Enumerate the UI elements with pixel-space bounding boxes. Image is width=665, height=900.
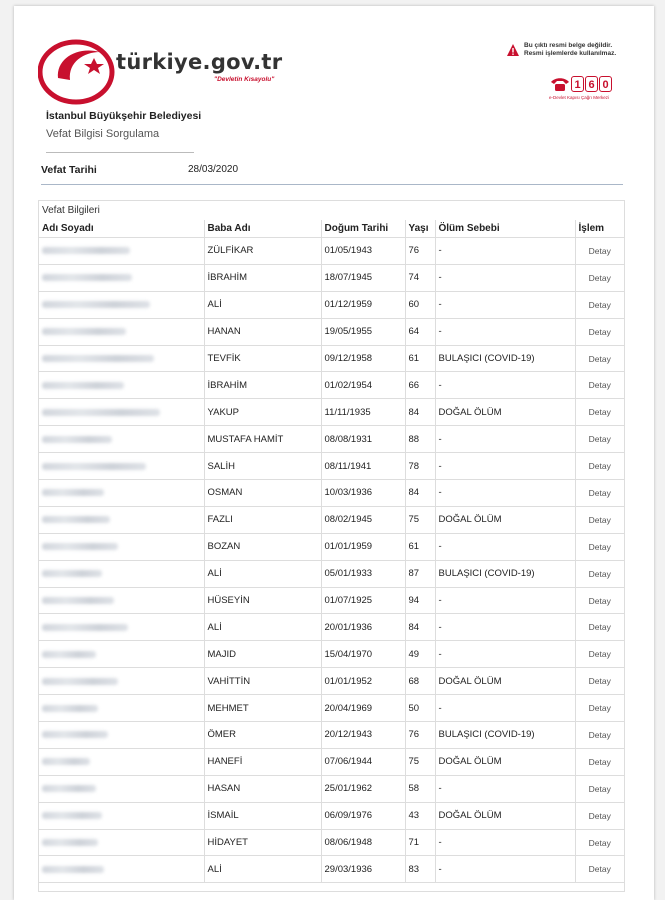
redacted-name-cell: [39, 264, 204, 291]
father-name-cell: FAZLI: [204, 506, 321, 533]
death-cause-cell: BULAŞICI (COVID-19): [435, 722, 575, 749]
detail-link[interactable]: Detay: [575, 372, 624, 399]
birth-date-cell: 08/02/1945: [321, 506, 405, 533]
death-records-section: [38, 200, 625, 892]
redacted-name: [42, 382, 124, 389]
redacted-name: [42, 812, 102, 819]
age-cell: 61: [405, 345, 435, 372]
redacted-name: [42, 409, 160, 416]
father-name-cell: HASAN: [204, 775, 321, 802]
redacted-name-cell: [39, 372, 204, 399]
death-cause-cell: -: [435, 587, 575, 614]
birth-date-cell: 01/01/1952: [321, 668, 405, 695]
age-cell: 74: [405, 264, 435, 291]
age-cell: 64: [405, 318, 435, 345]
age-cell: 61: [405, 533, 435, 560]
crescent-star-icon: [38, 36, 118, 108]
age-cell: 75: [405, 506, 435, 533]
death-cause-cell: -: [435, 829, 575, 856]
redacted-name: [42, 678, 118, 685]
table-row: [39, 802, 624, 829]
age-cell: 87: [405, 560, 435, 587]
official-notice: [506, 41, 646, 63]
father-name-cell: ALİ: [204, 560, 321, 587]
father-name-cell: SALİH: [204, 453, 321, 480]
table-row: [39, 829, 624, 856]
helpline-number: [571, 76, 612, 92]
redacted-name-cell: [39, 480, 204, 507]
death-cause-cell: -: [435, 480, 575, 507]
age-cell: 58: [405, 775, 435, 802]
redacted-name-cell: [39, 318, 204, 345]
birth-date-cell: 05/01/1933: [321, 560, 405, 587]
table-row: [39, 399, 624, 426]
father-name-cell: İBRAHİM: [204, 372, 321, 399]
redacted-name: [42, 436, 112, 443]
age-cell: 76: [405, 238, 435, 265]
redacted-name-cell: [39, 829, 204, 856]
birth-date-cell: 25/01/1962: [321, 775, 405, 802]
document-page: [14, 6, 654, 900]
father-name-cell: İBRAHİM: [204, 264, 321, 291]
age-cell: 84: [405, 480, 435, 507]
age-cell: 43: [405, 802, 435, 829]
detail-link[interactable]: Detay: [575, 426, 624, 453]
redacted-name: [42, 758, 90, 765]
detail-link[interactable]: Detay: [575, 668, 624, 695]
death-cause-cell: BULAŞICI (COVID-19): [435, 560, 575, 587]
redacted-name: [42, 301, 150, 308]
detail-link[interactable]: Detay: [575, 345, 624, 372]
redacted-name-cell: [39, 506, 204, 533]
father-name-cell: HİDAYET: [204, 829, 321, 856]
father-name-cell: MEHMET: [204, 695, 321, 722]
detail-link[interactable]: Detay: [575, 264, 624, 291]
detail-link[interactable]: Detay: [575, 775, 624, 802]
helpline-digit: 0: [599, 76, 612, 92]
table-header-row: [39, 220, 624, 238]
redacted-name: [42, 355, 154, 362]
table-row: [39, 614, 624, 641]
father-name-cell: YAKUP: [204, 399, 321, 426]
redacted-name-cell: [39, 748, 204, 775]
father-name-cell: ALİ: [204, 856, 321, 883]
birth-date-cell: 20/12/1943: [321, 722, 405, 749]
detail-link[interactable]: Detay: [575, 506, 624, 533]
redacted-name: [42, 705, 98, 712]
divider: [41, 184, 623, 185]
redacted-name: [42, 489, 104, 496]
age-cell: 71: [405, 829, 435, 856]
notice-line-2: Resmi işlemlerde kullanılmaz.: [524, 50, 617, 57]
table-row: [39, 291, 624, 318]
redacted-name-cell: [39, 856, 204, 883]
father-name-cell: ALİ: [204, 291, 321, 318]
father-name-cell: VAHİTTİN: [204, 668, 321, 695]
detail-link[interactable]: Detay: [575, 291, 624, 318]
redacted-name: [42, 274, 132, 281]
death-cause-cell: -: [435, 453, 575, 480]
detail-link[interactable]: Detay: [575, 587, 624, 614]
table-row: [39, 372, 624, 399]
birth-date-cell: 20/01/1936: [321, 614, 405, 641]
death-cause-cell: DOĞAL ÖLÜM: [435, 668, 575, 695]
birth-date-cell: 01/07/1925: [321, 587, 405, 614]
father-name-cell: HÜSEYİN: [204, 587, 321, 614]
logo-tagline: "Devletin Kısayolu": [214, 76, 275, 83]
table-row: [39, 560, 624, 587]
logo-text: türkiye.gov.tr: [116, 50, 283, 74]
table-row: [39, 668, 624, 695]
age-cell: 88: [405, 426, 435, 453]
detail-link[interactable]: Detay: [575, 453, 624, 480]
death-cause-cell: -: [435, 614, 575, 641]
table-row: [39, 533, 624, 560]
page-subtitle: Vefat Bilgisi Sorgulama: [46, 128, 160, 140]
redacted-name: [42, 624, 128, 631]
section-title: Vefat Bilgileri: [42, 205, 100, 216]
father-name-cell: ALİ: [204, 614, 321, 641]
father-name-cell: ZÜLFİKAR: [204, 238, 321, 265]
death-cause-cell: -: [435, 238, 575, 265]
death-cause-cell: -: [435, 264, 575, 291]
age-cell: 50: [405, 695, 435, 722]
table-row: [39, 748, 624, 775]
birth-date-cell: 08/06/1948: [321, 829, 405, 856]
father-name-cell: OSMAN: [204, 480, 321, 507]
age-cell: 83: [405, 856, 435, 883]
death-cause-cell: DOĞAL ÖLÜM: [435, 506, 575, 533]
detail-link[interactable]: Detay: [575, 480, 624, 507]
age-cell: 66: [405, 372, 435, 399]
father-name-cell: BOZAN: [204, 533, 321, 560]
column-header-action: İşlem: [575, 220, 624, 238]
death-cause-cell: BULAŞICI (COVID-19): [435, 345, 575, 372]
age-cell: 94: [405, 587, 435, 614]
redacted-name: [42, 866, 104, 873]
column-header-age: Yaşı: [405, 220, 435, 238]
redacted-name-cell: [39, 533, 204, 560]
father-name-cell: MAJID: [204, 641, 321, 668]
table-row: [39, 426, 624, 453]
helpline-badge: [549, 76, 619, 106]
table-row: [39, 453, 624, 480]
age-cell: 78: [405, 453, 435, 480]
redacted-name-cell: [39, 345, 204, 372]
warning-icon: [506, 43, 520, 57]
divider: [46, 152, 194, 153]
helpline-caption: e-Devlet Kapısı Çağrı Merkezi: [549, 95, 610, 100]
birth-date-cell: 10/03/1936: [321, 480, 405, 507]
birth-date-cell: 18/07/1945: [321, 264, 405, 291]
death-cause-cell: -: [435, 856, 575, 883]
redacted-name-cell: [39, 426, 204, 453]
redacted-name-cell: [39, 614, 204, 641]
detail-link[interactable]: Detay: [575, 641, 624, 668]
birth-date-cell: 08/08/1931: [321, 426, 405, 453]
helpline-digit: 6: [585, 76, 598, 92]
death-cause-cell: -: [435, 695, 575, 722]
table-row: [39, 238, 624, 265]
father-name-cell: MUSTAFA HAMİT: [204, 426, 321, 453]
death-cause-cell: -: [435, 291, 575, 318]
organization-name: İstanbul Büyükşehir Belediyesi: [46, 110, 202, 122]
redacted-name: [42, 516, 110, 523]
redacted-name-cell: [39, 399, 204, 426]
detail-link[interactable]: Detay: [575, 533, 624, 560]
birth-date-cell: 09/12/1958: [321, 345, 405, 372]
death-cause-cell: DOĞAL ÖLÜM: [435, 748, 575, 775]
redacted-name-cell: [39, 641, 204, 668]
detail-link[interactable]: Detay: [575, 399, 624, 426]
death-cause-cell: DOĞAL ÖLÜM: [435, 802, 575, 829]
detail-link[interactable]: Detay: [575, 829, 624, 856]
birth-date-cell: 01/12/1959: [321, 291, 405, 318]
birth-date-cell: 07/06/1944: [321, 748, 405, 775]
redacted-name-cell: [39, 668, 204, 695]
age-cell: 76: [405, 722, 435, 749]
redacted-name-cell: [39, 587, 204, 614]
detail-link[interactable]: Detay: [575, 238, 624, 265]
redacted-name: [42, 651, 96, 658]
table-row: [39, 345, 624, 372]
redacted-name-cell: [39, 722, 204, 749]
redacted-name-cell: [39, 802, 204, 829]
birth-date-cell: 29/03/1936: [321, 856, 405, 883]
birth-date-cell: 01/05/1943: [321, 238, 405, 265]
birth-date-cell: 20/04/1969: [321, 695, 405, 722]
table-row: [39, 480, 624, 507]
table-row: [39, 722, 624, 749]
father-name-cell: TEVFİK: [204, 345, 321, 372]
redacted-name-cell: [39, 560, 204, 587]
redacted-name: [42, 785, 96, 792]
detail-link[interactable]: Detay: [575, 856, 624, 883]
table-row: [39, 506, 624, 533]
age-cell: 75: [405, 748, 435, 775]
birth-date-cell: 01/02/1954: [321, 372, 405, 399]
detail-link[interactable]: Detay: [575, 748, 624, 775]
detail-link[interactable]: Detay: [575, 695, 624, 722]
table-row: [39, 641, 624, 668]
redacted-name-cell: [39, 775, 204, 802]
redacted-name: [42, 731, 108, 738]
redacted-name-cell: [39, 695, 204, 722]
death-cause-cell: -: [435, 775, 575, 802]
death-cause-cell: -: [435, 372, 575, 399]
redacted-name: [42, 247, 130, 254]
detail-link[interactable]: Detay: [575, 722, 624, 749]
redacted-name: [42, 839, 98, 846]
table-row: [39, 856, 624, 883]
birth-date-cell: 06/09/1976: [321, 802, 405, 829]
table-row: [39, 264, 624, 291]
detail-link[interactable]: Detay: [575, 560, 624, 587]
table-row: [39, 587, 624, 614]
father-name-cell: ÖMER: [204, 722, 321, 749]
age-cell: 68: [405, 668, 435, 695]
death-cause-cell: -: [435, 426, 575, 453]
turkiye-gov-logo[interactable]: [38, 36, 308, 108]
table-row: [39, 695, 624, 722]
death-date-label: Vefat Tarihi: [41, 164, 97, 176]
birth-date-cell: 11/11/1935: [321, 399, 405, 426]
death-records-table: [39, 220, 624, 883]
death-cause-cell: -: [435, 533, 575, 560]
age-cell: 60: [405, 291, 435, 318]
father-name-cell: HANEFİ: [204, 748, 321, 775]
redacted-name: [42, 543, 118, 550]
age-cell: 49: [405, 641, 435, 668]
birth-date-cell: 01/01/1959: [321, 533, 405, 560]
column-header-cause: Ölüm Sebebi: [435, 220, 575, 238]
table-row: [39, 775, 624, 802]
redacted-name: [42, 328, 126, 335]
death-cause-cell: -: [435, 318, 575, 345]
redacted-name: [42, 597, 114, 604]
death-date-value: 28/03/2020: [188, 164, 239, 175]
death-cause-cell: -: [435, 641, 575, 668]
table-row: [39, 318, 624, 345]
phone-icon: [549, 76, 571, 92]
father-name-cell: İSMAİL: [204, 802, 321, 829]
father-name-cell: HANAN: [204, 318, 321, 345]
birth-date-cell: 08/11/1941: [321, 453, 405, 480]
detail-link[interactable]: Detay: [575, 614, 624, 641]
birth-date-cell: 19/05/1955: [321, 318, 405, 345]
notice-line-1: Bu çıktı resmi belge değildir.: [524, 42, 613, 49]
column-header-name: Adı Soyadı: [39, 220, 204, 238]
age-cell: 84: [405, 614, 435, 641]
redacted-name-cell: [39, 291, 204, 318]
redacted-name-cell: [39, 453, 204, 480]
detail-link[interactable]: Detay: [575, 318, 624, 345]
helpline-digit: 1: [571, 76, 584, 92]
redacted-name-cell: [39, 238, 204, 265]
death-cause-cell: DOĞAL ÖLÜM: [435, 399, 575, 426]
age-cell: 84: [405, 399, 435, 426]
birth-date-cell: 15/04/1970: [321, 641, 405, 668]
redacted-name: [42, 570, 102, 577]
column-header-birth-date: Doğum Tarihi: [321, 220, 405, 238]
detail-link[interactable]: Detay: [575, 802, 624, 829]
redacted-name: [42, 463, 146, 470]
column-header-father: Baba Adı: [204, 220, 321, 238]
